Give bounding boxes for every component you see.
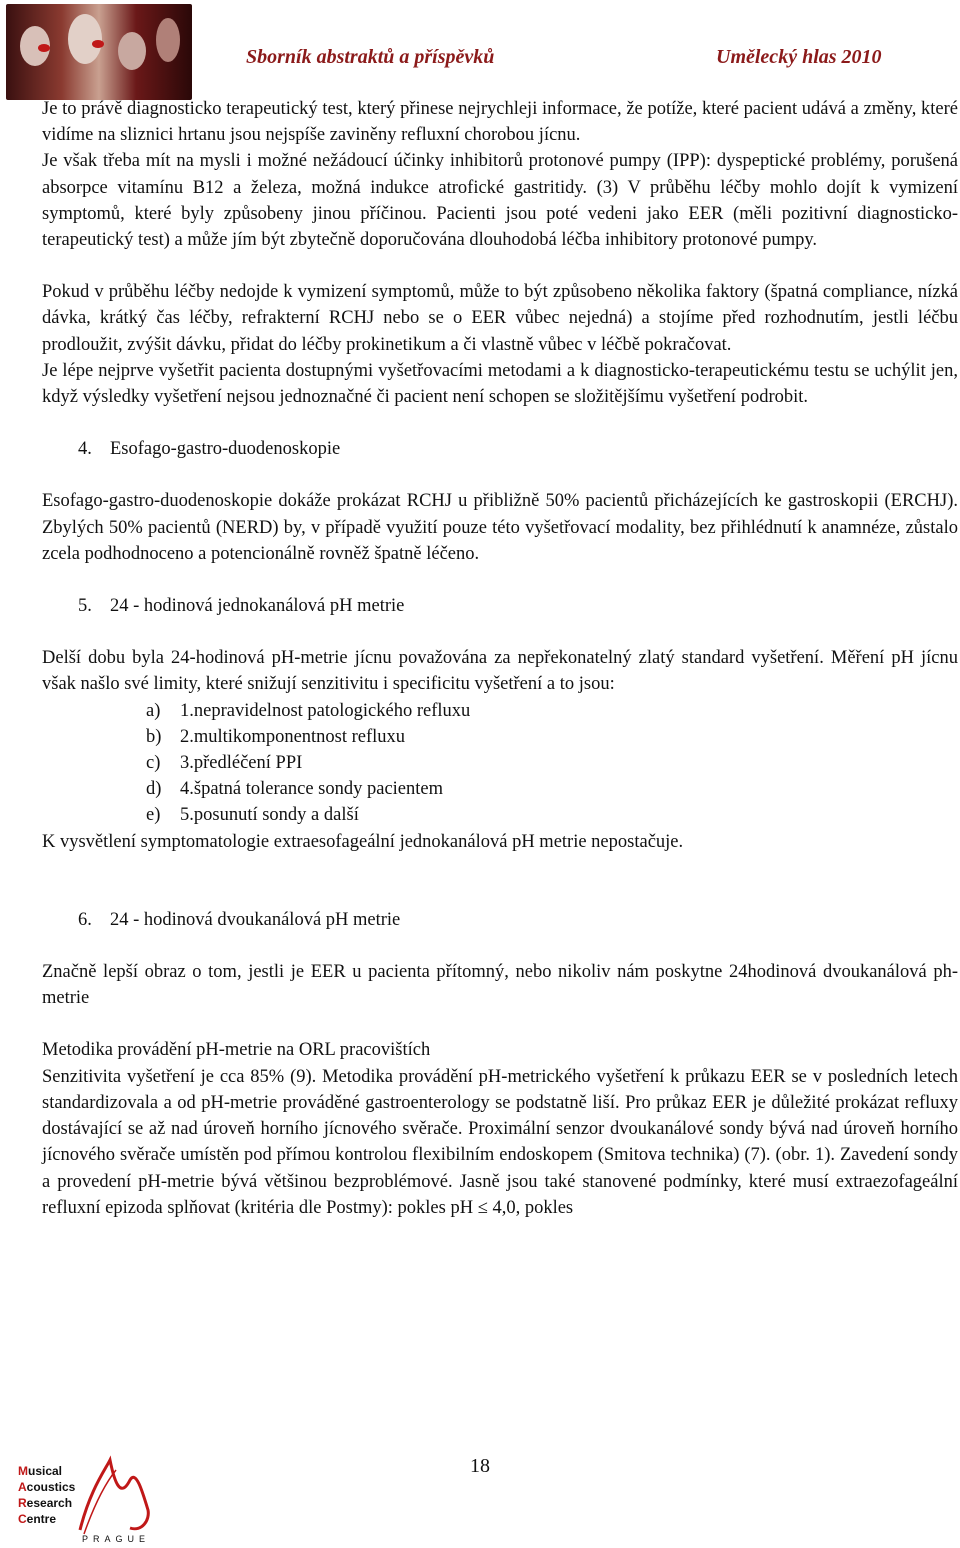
paragraph: K vysvětlení symptomatologie extraesofageální jednokanálová pH metrie nepostačuje. bbox=[42, 831, 684, 852]
paragraph: Je lépe nejprve vyšetřit pacienta dostupnými vyšetřovacími metodami a k diagnosticko-terapeutickému testu se uchýlit jen, když výsledky vyšetření nejsou jednoznačné či pacient není schopen se složitějšímu vyšetření podrobit. bbox=[42, 360, 958, 408]
logo-line: Research bbox=[18, 1496, 73, 1510]
list-item: c) 3.předléčení PPI bbox=[146, 753, 303, 774]
section-heading-6: 6. 24 - hodinová dvoukanálová pH metrie bbox=[78, 909, 401, 930]
section-heading-5: 5. 24 - hodinová jednokanálová pH metrie bbox=[78, 596, 405, 617]
list-item: b) 2.multikomponentnost refluxu bbox=[146, 726, 406, 747]
paragraph: Senzitivita vyšetření je cca 85% (9). Metodika provádění pH-metrického vyšetření k průkazu EER se v posledních letech standardizovala a od pH-metrie prováděné gastroenterology se podstatně liší. Pro průkaz EER je důležité prokázat refluxy dostávající se až nad úroveň horního jícnového svěrače. Proximální senzor dvoukanálové sondy bývá nad úroveň horního jícnového svěrače umístěn pod přímou kontrolou flexibilním endoskopem (Smitova technika) (7). (obr. 1). Zavedení sondy a provedení pH-metrie bývá většinou bezproblémové. Jasně jsou také stanovené podmínky, které musí extraezofageální refluxní epizoda splňovat (kritéria dle Postmy): pokles pH ≤ 4,0, pokles bbox=[42, 1066, 958, 1218]
paragraph: Pokud v průběhu léčby nedojde k vymizení symptomů, může to být způsobeno několika faktory (špatná compliance, nízká dávka, krátký čas léčby, refrakterní RCHJ nebo se o EER vůbec nejedná) a stojíme před rozhodnutím, jestli léčbu prodloužit, zvýšit dávku, přidat do léčby prokinetikum a či vlastně vůbec v léčbě pokračovat. bbox=[42, 282, 958, 355]
document-body bbox=[42, 96, 958, 1221]
header-left-title: Sborník abstraktů a příspěvků bbox=[246, 46, 495, 68]
header-right-title: Umělecký hlas 2010 bbox=[716, 46, 882, 68]
paragraph: Delší dobu byla 24-hodinová pH-metrie jícnu považována za nepřekonatelný zlatý standard vyšetření. Měření pH jícnu však našlo své limity, které snižují senzitivitu i specificitu vyšetření a to jsou: bbox=[42, 648, 958, 695]
logo-line: Musical bbox=[18, 1464, 63, 1478]
paragraph: Metodika provádění pH-metrie na ORL pracovištích bbox=[42, 1040, 431, 1061]
logo-line: Centre bbox=[18, 1512, 57, 1526]
page-number: 18 bbox=[470, 1455, 490, 1477]
logo-city: PRAGUE bbox=[82, 1534, 151, 1544]
list-item: e) 5.posunutí sondy a další bbox=[146, 805, 359, 826]
marc-logo bbox=[10, 1450, 160, 1546]
paragraph: Značně lepší obraz o tom, jestli je EER u pacienta přítomný, nebo nikoliv nám poskytne 24hodinová dvoukanálová ph-metrie bbox=[42, 962, 958, 1009]
list-item: d) 4.špatná tolerance sondy pacientem bbox=[146, 779, 444, 800]
section-heading-4: 4. Esofago-gastro-duodenoskopie bbox=[78, 439, 341, 460]
paragraph: Esofago-gastro-duodenoskopie dokáže prokázat RCHJ u přibližně 50% pacientů přicházejících ke gastroskopii (ERCHJ). Zbylých 50% pacientů (NERD) by, v případě využití pouze této vyšetřovací modality, bez přihlédnutí k anamnéze, zůstalo zcela podhodnoceno a potencionálně rovněž špatně léčeno. bbox=[42, 491, 958, 564]
header-painting bbox=[6, 4, 192, 100]
logo-line: Acoustics bbox=[18, 1480, 76, 1494]
paragraph: Je však třeba mít na mysli i možné nežádoucí účinky inhibitorů protonové pumpy (IPP): dyspeptické problémy, porušená absorpce vitamínu B12 a železa, možná indukce atrofické gastritidy. (3) V průběhu léčby mohlo dojít k vymizení symptomů, které byly způsobeny jinou příčinou. Pacienti jsou poté vedeni jako EER (měli pozitivní diagnosticko-terapeutický test) a může jím být zbytečně doporučována dlouhodobá léčba inhibitory protonové pumpy. bbox=[42, 151, 958, 251]
paragraph: Je to právě diagnosticko terapeutický test, který přinese nejrychleji informace, že potíže, které pacient udává a změny, které vidíme na sliznici hrtanu jsou nejspíše zaviněny refluxní chorobou jícnu. bbox=[42, 99, 958, 146]
list-item: a) 1.nepravidelnost patologického refluxu bbox=[146, 700, 471, 721]
